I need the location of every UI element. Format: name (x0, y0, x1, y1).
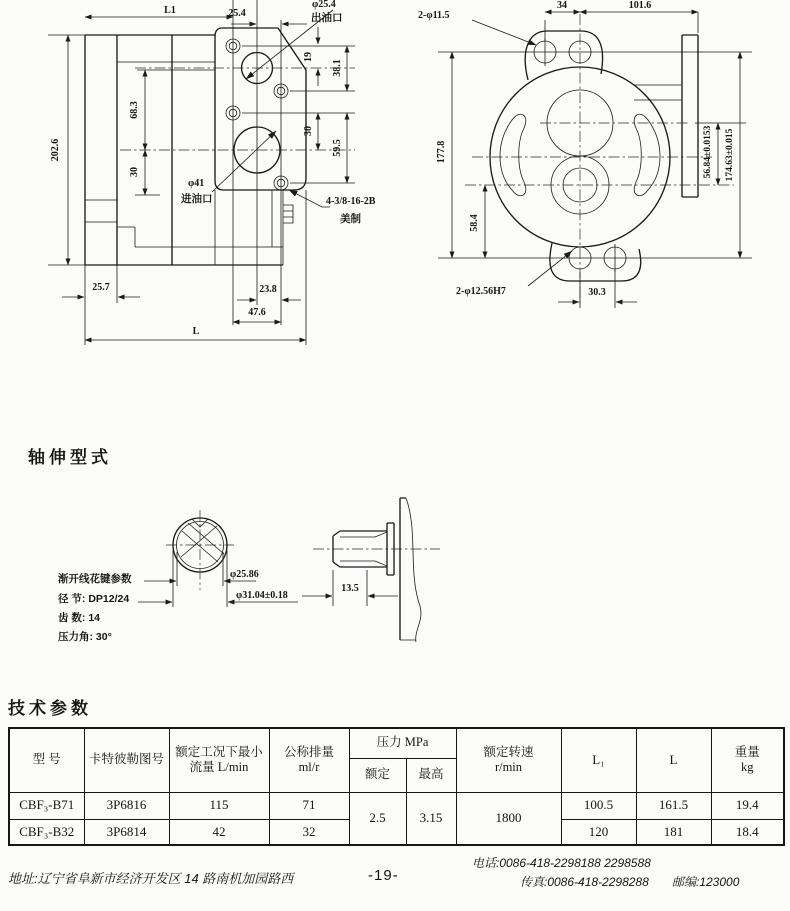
dim-25-86: φ25.86 (230, 569, 259, 580)
header-model: 型 号 (9, 728, 84, 792)
header-l: L (636, 728, 711, 792)
header-weight (711, 728, 784, 792)
footer-page-number: -19- (368, 867, 399, 884)
dim-13-5: 13.5 (341, 583, 359, 594)
label-inlet-port: 进油口 (181, 193, 213, 205)
label-thread-spec: 4-3/8-16-2B (326, 196, 376, 207)
cell-l-0: 161.5 (636, 792, 711, 819)
spline-pitch: 径 节: DP12/24 (58, 593, 130, 605)
dim-174-63: 174.63±0.015 (725, 128, 735, 182)
footer-fax: 传真:0086-418-2298288 (520, 875, 649, 889)
header-displacement-line1: 公称排量 (283, 744, 334, 759)
label-outlet-port: 出油口 (311, 12, 343, 24)
header-pressure: 压力 MPa (349, 728, 456, 758)
cell-pressure-max: 3.15 (406, 792, 456, 845)
dim-38-1: 38.1 (332, 59, 343, 77)
header-displacement-line2: ml/r (298, 760, 320, 775)
dim-25-4: 25.4 (228, 8, 246, 19)
header-pressure-max: 最高 (406, 758, 456, 792)
label-bottom-holes: 2-φ12.56H7 (456, 286, 506, 297)
footer-phone: 电话:0086-418-2298188 2298588 (472, 856, 651, 870)
footer-address: 地址:辽宁省阜新市经济开发区 14 路南机加园路西 (8, 871, 294, 886)
header-min-flow (169, 728, 269, 792)
dim-inlet-dia: φ41 (188, 178, 205, 189)
front-view-drawing (400, 0, 790, 330)
header-weight-line1: 重量 (734, 744, 760, 759)
header-speed-line2: r/min (494, 760, 523, 775)
cell-weight-0: 19.4 (711, 792, 784, 819)
dim-59-5: 59.5 (332, 139, 343, 157)
cell-flow-1: 42 (169, 819, 269, 845)
cell-model-0: CBF₃-B71 (9, 792, 84, 819)
label-top-holes: 2-φ11.5 (418, 10, 450, 21)
cell-weight-1: 18.4 (711, 819, 784, 845)
shaft-type-heading: 轴伸型式 (28, 448, 112, 467)
tech-params-table (8, 727, 785, 846)
header-min-flow-line1: 额定工况下最小 (175, 744, 263, 759)
header-pressure-rated: 额定 (349, 758, 406, 792)
dim-30-right: 30 (303, 126, 314, 136)
cell-model-1: CBF₃-B32 (9, 819, 84, 845)
dim-177-8: 177.8 (436, 140, 447, 164)
shaft-extension-drawing (40, 478, 500, 668)
cell-l1-1: 120 (561, 819, 636, 845)
spline-pressure-angle: 压力角: 30° (58, 631, 112, 643)
side-view-drawing (0, 0, 400, 352)
cell-flow-0: 115 (169, 792, 269, 819)
footer-zip: 邮编:123000 (672, 875, 740, 889)
dim-19: 19 (303, 52, 314, 62)
header-speed (456, 728, 561, 792)
dim-34: 34 (557, 0, 567, 11)
dim-25-7: 25.7 (92, 282, 110, 293)
cell-disp-1: 32 (269, 819, 349, 845)
dim-l: L (192, 326, 200, 337)
cell-l-1: 181 (636, 819, 711, 845)
header-displacement (269, 728, 349, 792)
dim-l1: L1 (164, 5, 176, 16)
cell-cat-1: 3P6814 (84, 819, 169, 845)
header-speed-line1: 额定转速 (483, 744, 534, 759)
dim-202-6: 202.6 (50, 138, 61, 162)
cell-pressure-rated: 2.5 (349, 792, 406, 845)
label-thread-standard: 美制 (340, 213, 361, 225)
dim-58-4: 58.4 (469, 214, 480, 232)
cell-l1-0: 100.5 (561, 792, 636, 819)
spline-teeth: 齿 数: 14 (58, 612, 101, 624)
spline-params-title: 渐开线花键参数 (58, 573, 132, 585)
cell-cat-0: 3P6816 (84, 792, 169, 819)
header-weight-line2: kg (741, 760, 754, 775)
dim-56-84: 56.84±0.0153 (703, 125, 713, 179)
dim-31-04: φ31.04±0.18 (236, 590, 288, 601)
cell-speed: 1800 (456, 792, 561, 845)
dim-outlet-dia: φ25.4 (312, 0, 336, 10)
cell-disp-0: 71 (269, 792, 349, 819)
tech-params-heading: 技术参数 (8, 699, 92, 718)
header-l1: L₁ (561, 728, 636, 792)
header-cat-no: 卡特彼勒图号 (84, 728, 169, 792)
dim-30-left: 30 (129, 167, 140, 177)
header-min-flow-line2: 流量 L/min (189, 760, 249, 775)
dim-68-3: 68.3 (129, 101, 140, 119)
dim-101-6: 101.6 (628, 0, 652, 11)
dim-23-8: 23.8 (259, 284, 277, 295)
dim-30-3: 30.3 (588, 287, 606, 298)
dim-47-6: 47.6 (248, 307, 266, 318)
